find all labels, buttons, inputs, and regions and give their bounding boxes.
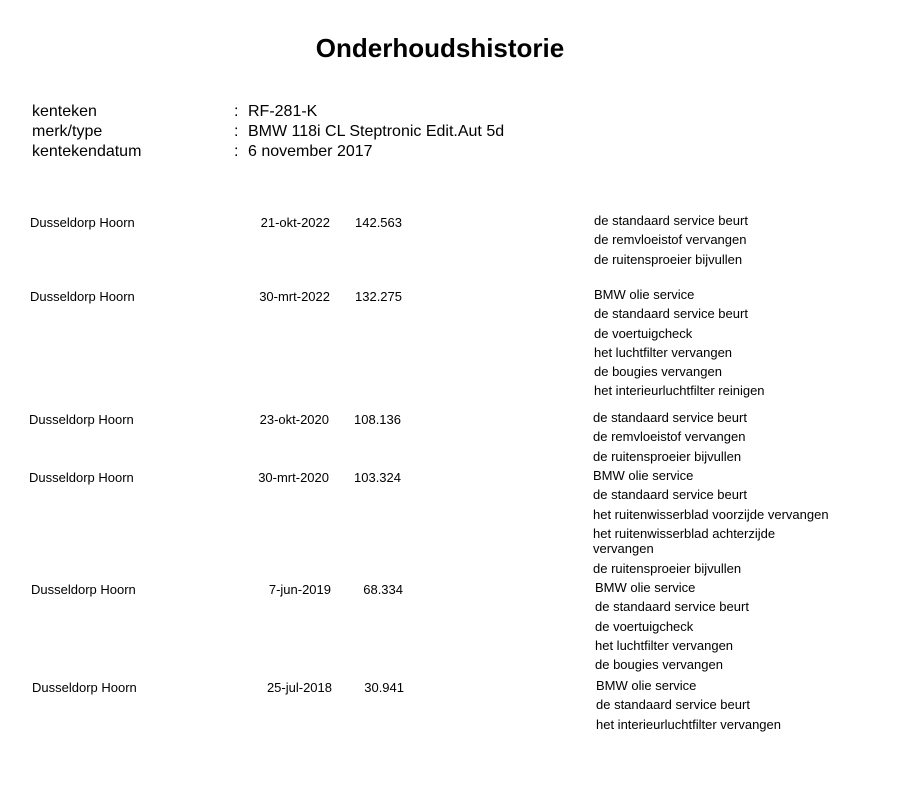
service-date: 30-mrt-2020 — [258, 470, 329, 485]
service-task: de standaard service beurt — [594, 213, 748, 228]
service-task: BMW olie service — [593, 468, 694, 483]
service-task: het ruitenwisserblad achterzijde vervangen — [593, 525, 776, 557]
info-separator: : — [234, 123, 239, 140]
service-task: het luchtfilter vervangen — [595, 637, 734, 653]
service-task: het interieurluchtfilter vervangen — [596, 716, 781, 732]
service-date: 21-okt-2022 — [260, 215, 330, 230]
info-value: 6 november 2017 — [248, 143, 373, 160]
service-task: BMW olie service — [595, 580, 696, 595]
service-task: de standaard service beurt — [593, 410, 747, 425]
service-task: de remvloeistof vervangen — [594, 232, 747, 248]
service-garage: Dusseldorp Hoorn — [30, 289, 135, 304]
service-date: 23-okt-2020 — [259, 412, 329, 427]
service-task: de bougies vervangen — [595, 657, 723, 673]
service-task: BMW olie service — [594, 287, 695, 302]
info-separator: : — [234, 143, 239, 160]
service-task: de standaard service beurt — [593, 487, 747, 503]
service-task-list — [594, 213, 844, 271]
service-garage: Dusseldorp Hoorn — [32, 680, 137, 695]
service-mileage: 142.563 — [355, 215, 402, 230]
service-task: het ruitenwisserblad voorzijde vervangen — [593, 506, 829, 522]
info-label: kenteken — [32, 103, 97, 120]
service-garage: Dusseldorp Hoorn — [29, 470, 134, 485]
service-task-list — [593, 410, 843, 468]
service-date: 30-mrt-2022 — [259, 289, 330, 304]
service-date: 25-jul-2018 — [266, 680, 332, 695]
service-task-list — [593, 468, 843, 580]
info-value: BMW 118i CL Steptronic Edit.Aut 5d — [248, 123, 505, 140]
service-mileage: 132.275 — [355, 289, 402, 304]
service-mileage: 68.334 — [363, 582, 403, 597]
service-task: de standaard service beurt — [596, 697, 750, 713]
service-task-list — [594, 287, 844, 403]
info-label: kentekendatum — [32, 143, 142, 160]
service-mileage: 30.941 — [364, 680, 404, 695]
service-mileage: 108.136 — [354, 412, 401, 427]
service-task: de ruitensproeier bijvullen — [593, 560, 742, 576]
service-task: de standaard service beurt — [594, 306, 748, 322]
info-value: RF-281-K — [248, 103, 318, 120]
service-task: de ruitensproeier bijvullen — [594, 251, 743, 267]
service-mileage: 103.324 — [354, 470, 401, 485]
service-garage: Dusseldorp Hoorn — [31, 582, 136, 597]
service-task: de voertuigcheck — [594, 325, 693, 341]
service-task: de ruitensproeier bijvullen — [593, 448, 742, 464]
service-date: 7-jun-2019 — [268, 582, 331, 597]
service-task: de remvloeistof vervangen — [593, 429, 746, 445]
service-task: BMW olie service — [596, 678, 697, 693]
service-task-list — [596, 678, 846, 736]
service-task: het interieurluchtfilter reinigen — [594, 383, 765, 399]
page-title: Onderhoudshistorie — [315, 33, 565, 63]
service-garage: Dusseldorp Hoorn — [29, 412, 134, 427]
service-task: de standaard service beurt — [595, 599, 749, 615]
service-garage: Dusseldorp Hoorn — [30, 215, 135, 230]
info-separator: : — [234, 103, 239, 120]
info-label: merk/type — [32, 123, 103, 140]
service-task-list — [595, 580, 845, 676]
service-task: het luchtfilter vervangen — [594, 344, 733, 360]
service-task: de bougies vervangen — [594, 364, 722, 380]
service-task: de voertuigcheck — [595, 618, 694, 634]
